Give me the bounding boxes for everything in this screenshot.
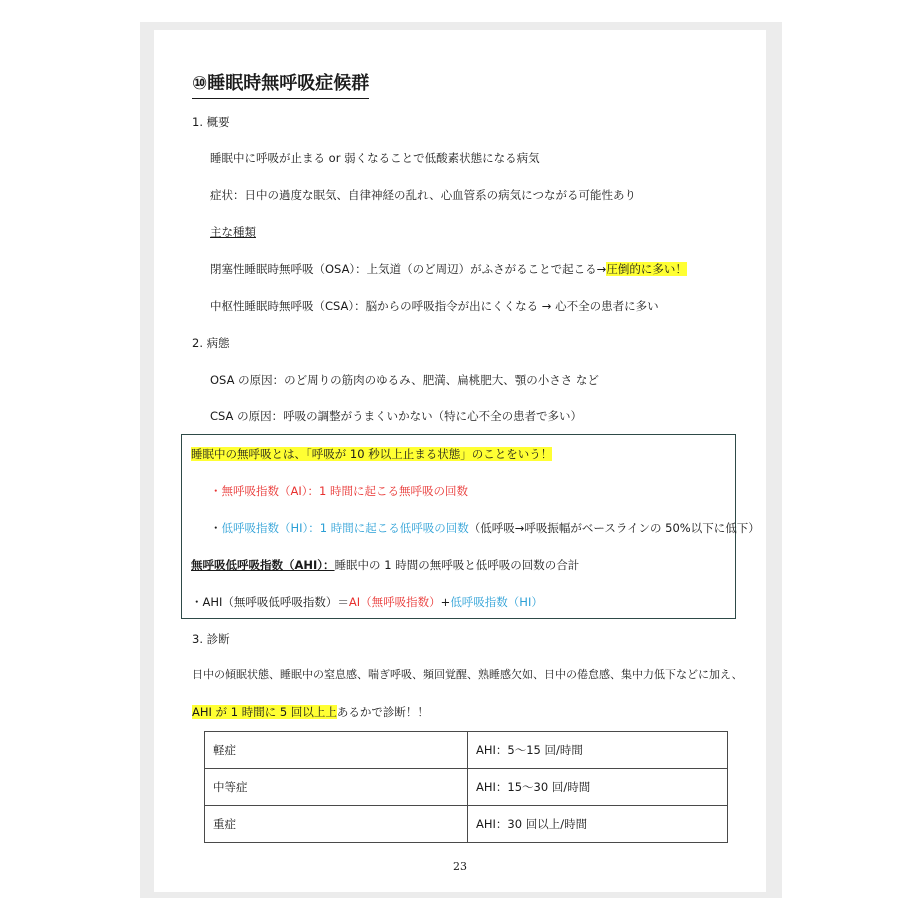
- section-1-heading: 1. 概要: [192, 115, 230, 129]
- severity-table: [204, 731, 728, 843]
- overview-symptoms: 症状：日中の過度な眠気、自律神経の乱れ、心血管系の病気につながる可能性あり: [210, 188, 636, 202]
- formula-plus: +: [440, 595, 451, 609]
- hi-definition: [210, 520, 760, 536]
- apnea-definition-highlight: 睡眠中の無呼吸とは、「呼吸が 10 秒以上止まる状態」のことをいう！: [191, 447, 553, 461]
- formula-prefix: ・AHI（無呼吸低呼吸指数）＝: [191, 595, 349, 609]
- page-title: ⑩睡眠時無呼吸症候群: [192, 72, 369, 99]
- severity-level: 中等症: [205, 769, 468, 806]
- severity-level: 重症: [205, 806, 468, 843]
- ahi-description: 睡眠中の 1 時間の無呼吸と低呼吸の回数の合計: [334, 558, 580, 572]
- severity-range: AHI：5〜15 回/時間: [468, 732, 728, 769]
- ahi-term: 無呼吸低呼吸指数（AHI）：: [191, 558, 335, 572]
- criteria-rest: あるかで診断！！: [336, 705, 429, 719]
- apnea-definition: [191, 446, 552, 462]
- hi-colored: 低呼吸指数（HI）：1 時間に起こる低呼吸の回数: [221, 521, 469, 535]
- csa-cause: CSA の原因：呼吸の調整がうまくいかない（特に心不全の患者で多い）: [210, 409, 583, 423]
- formula-ai: AI（無呼吸指数）: [348, 595, 441, 609]
- types-heading: 主な種類: [210, 225, 256, 239]
- section-2-heading: 2. 病態: [192, 336, 230, 350]
- csa-description: 中枢性睡眠時無呼吸（CSA）：脳からの呼吸指令が出にくくなる → 心不全の患者に多い: [210, 299, 659, 313]
- ahi-definition: [191, 557, 579, 573]
- section-3-heading: 3. 診断: [192, 632, 230, 646]
- table-row: [205, 732, 728, 769]
- osa-highlight: 圧倒的に多い！: [606, 262, 687, 276]
- hi-bullet: ・: [210, 521, 222, 535]
- osa-description: [210, 261, 687, 277]
- ai-definition: ・無呼吸指数（AI）：1 時間に起こる無呼吸の回数: [210, 484, 468, 498]
- severity-level: 軽症: [205, 732, 468, 769]
- severity-range: AHI：30 回以上/時間: [468, 806, 728, 843]
- ahi-formula: [191, 594, 543, 610]
- diagnosis-symptoms: 日中の傾眠状態、睡眠中の窒息感、喘ぎ呼吸、頻回覚醒、熟睡感欠如、日中の倦怠感、集中力低下などに加え、: [192, 668, 743, 681]
- page-number: 23: [453, 860, 467, 873]
- osa-cause: OSA の原因：のど周りの筋肉のゆるみ、肥満、扁桃肥大、顎の小ささ など: [210, 373, 599, 387]
- table-row: [205, 806, 728, 843]
- table-row: [205, 769, 728, 806]
- hi-note: （低呼吸→呼吸振幅がベースラインの 50%以下に低下）: [468, 521, 760, 535]
- severity-range: AHI：15〜30 回/時間: [468, 769, 728, 806]
- formula-hi: 低呼吸指数（HI）: [450, 595, 543, 609]
- document-page: [154, 30, 766, 892]
- overview-definition: 睡眠中に呼吸が止まる or 弱くなることで低酸素状態になる病気: [210, 151, 540, 165]
- diagnosis-criteria: [192, 704, 429, 720]
- osa-text: 閉塞性睡眠時無呼吸（OSA）：上気道（のど周辺）がふさがることで起こる→: [210, 262, 607, 276]
- criteria-highlight: AHI が 1 時間に 5 回以上上: [192, 705, 337, 719]
